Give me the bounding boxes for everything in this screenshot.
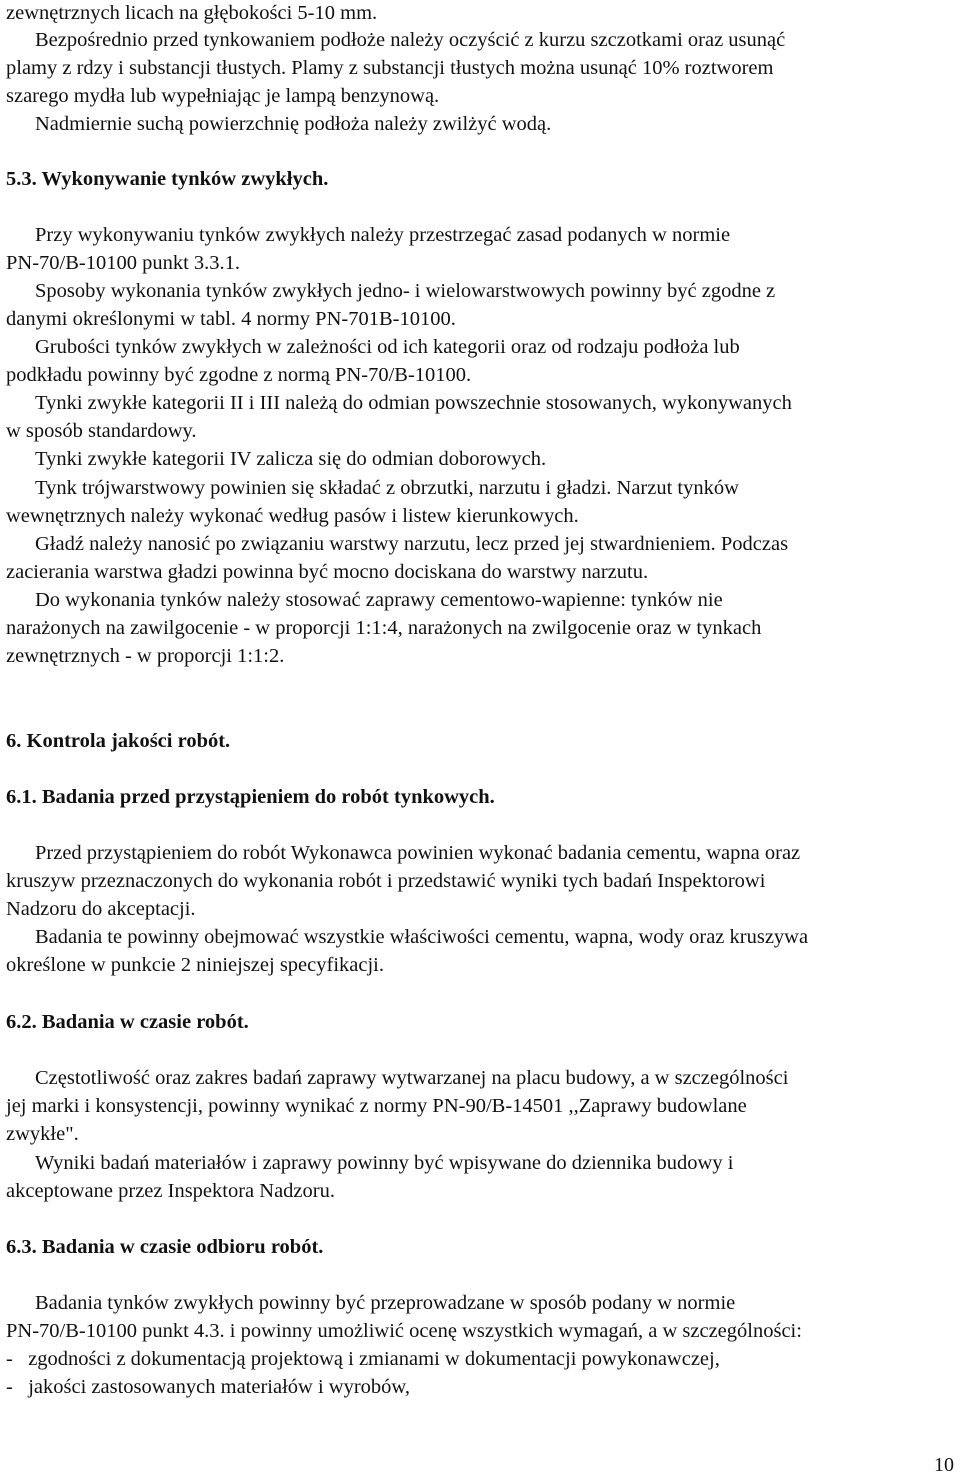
text-line: PN-70/B-10100 punkt 3.3.1. — [6, 252, 241, 274]
list-item: - jakości zastosowanych materiałów i wyrobów, — [6, 1376, 411, 1398]
text-line: Bezpośrednio przed tynkowaniem podłoże należy oczyścić z kurzu szczotkami oraz usunąć — [35, 29, 786, 51]
text-line: narażonych na zawilgocenie - w proporcji 1:1:4, narażonych na zwilgocenie oraz w tynkach — [6, 617, 762, 639]
list-item: - zgodności z dokumentacją projektową i zmianami w dokumentacji powykonawczej, — [6, 1348, 720, 1370]
text-line: Do wykonania tynków należy stosować zaprawy cementowo-wapienne: tynków nie — [35, 589, 723, 611]
text-line: Tynk trójwarstwowy powinien się składać z obrzutki, narzutu i gładzi. Narzut tynków — [35, 477, 739, 499]
text-line: danymi określonymi w tabl. 4 normy PN-701B-10100. — [6, 308, 456, 330]
text-line: PN-70/B-10100 punkt 4.3. i powinny umożliwić ocenę wszystkich wymagań, a w szczególności: — [6, 1320, 802, 1342]
text-line: określone w punkcie 2 niniejszej specyfikacji. — [6, 954, 384, 976]
text-line: Przy wykonywaniu tynków zwykłych należy przestrzegać zasad podanych w normie — [35, 224, 731, 246]
text-line: Nadzoru do akceptacji. — [6, 898, 196, 920]
section-heading-6-2: 6.2. Badania w czasie robót. — [6, 1011, 249, 1033]
text-line: zacierania warstwa gładzi powinna być mocno dociskana do warstwy narzutu. — [6, 561, 649, 583]
text-line: Częstotliwość oraz zakres badań zaprawy wytwarzanej na placu budowy, a w szczególności — [35, 1067, 789, 1089]
text-line: wewnętrznych należy wykonać według pasów i listew kierunkowych. — [6, 505, 579, 527]
text-line: Gładź należy nanosić po związaniu warstwy narzutu, lecz przed jej stwardnieniem. Podczas — [35, 533, 789, 555]
text-line: Grubości tynków zwykłych w zależności od ich kategorii oraz od rodzaju podłoża lub — [35, 336, 740, 358]
text-line: Sposoby wykonania tynków zwykłych jedno- i wielowarstwowych powinny być zgodne z — [35, 280, 776, 302]
section-heading-6-3: 6.3. Badania w czasie odbioru robót. — [6, 1236, 324, 1258]
text-line: Badania tynków zwykłych powinny być przeprowadzane w sposób podany w normie — [35, 1292, 736, 1314]
text-line: plamy z rdzy i substancji tłustych. Plamy z substancji tłustych można usunąć 10% roztworem — [6, 57, 774, 79]
text-line: akceptowane przez Inspektora Nadzoru. — [6, 1180, 335, 1202]
text-line: zewnętrznych licach na głębokości 5-10 mm. — [6, 2, 378, 24]
text-line: Wyniki badań materiałów i zaprawy powinny być wpisywane do dziennika budowy i — [35, 1152, 734, 1174]
text-line: w sposób standardowy. — [6, 420, 197, 442]
section-heading-6-1: 6.1. Badania przed przystąpieniem do robót tynkowych. — [6, 786, 495, 808]
section-heading-5-3: 5.3. Wykonywanie tynków zwykłych. — [6, 168, 329, 190]
text-line: szarego mydła lub wypełniając je lampą benzynową. — [6, 85, 440, 107]
text-line: zwykłe". — [6, 1123, 79, 1145]
text-line: zewnętrznych - w proporcji 1:1:2. — [6, 645, 285, 667]
text-line: kruszyw przeznaczonych do wykonania robót i przedstawić wyniki tych badań Inspektorowi — [6, 870, 766, 892]
text-line: Tynki zwykłe kategorii II i III należą do odmian powszechnie stosowanych, wykonywanych — [35, 392, 792, 414]
text-line: jej marki i konsystencji, powinny wynikać z normy PN-90/B-14501 ,,Zaprawy budowlane — [6, 1095, 747, 1117]
text-line: Badania te powinny obejmować wszystkie właściwości cementu, wapna, wody oraz kruszywa — [35, 926, 809, 948]
text-line: Nadmiernie suchą powierzchnię podłoża należy zwilżyć wodą. — [35, 113, 552, 135]
text-line: Przed przystąpieniem do robót Wykonawca powinien wykonać badania cementu, wapna oraz — [35, 842, 801, 864]
text-line: podkładu powinny być zgodne z normą PN-70/B-10100. — [6, 364, 472, 386]
text-line: Tynki zwykłe kategorii IV zalicza się do odmian doborowych. — [35, 448, 547, 470]
section-heading-6: 6. Kontrola jakości robót. — [6, 730, 231, 752]
page-number: 10 — [934, 1454, 954, 1476]
